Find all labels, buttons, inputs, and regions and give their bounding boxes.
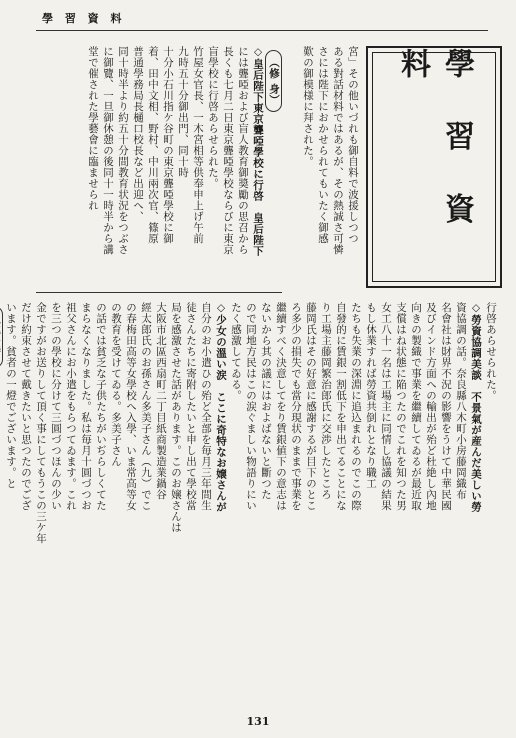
text-line: 竹屋女官長、一木宮相等供奉申上げ午前 <box>192 46 204 244</box>
upper-left-block <box>36 46 282 284</box>
text-line: 祖父さんにお小遣をもらつてゐます。これ <box>65 302 77 511</box>
text-line: 九時五十分御出門、同十時 <box>177 46 189 178</box>
lower-block <box>5 302 498 698</box>
text-line: ろ多少の損失でも當分現状のままで事業を <box>290 302 302 511</box>
page-number: 131 <box>246 715 270 728</box>
text-line: まらなくなりました。私は毎月十圓づつお <box>80 302 92 511</box>
text-line: さには陛下におかせられてもいたく御感 <box>317 46 329 244</box>
title-box <box>366 46 502 288</box>
text-line: もし休業すれば勞資共倒れとなり職工 <box>365 302 377 489</box>
text-line: 盲學校に行啓あらせられた。 <box>207 46 219 189</box>
text-line: 徒さんたちに寄附したいと申し出て學校當 <box>185 302 197 511</box>
text-line: 行啓あらせられた。 <box>485 302 497 401</box>
text-line: には聾啞および盲人教育御奬勵の思召から <box>237 46 249 255</box>
text-line: ので同地方民はこの涙ぐましい物語りにい <box>245 302 257 511</box>
upper-right-block <box>288 46 360 284</box>
section-divider <box>36 292 282 293</box>
text-line: 繼續すべく決意してをり賃銀値下の意志は <box>275 302 287 511</box>
text-line: ◇少女の溫い涙 ここに奇特なお嬢さんが <box>215 302 227 513</box>
header-rule <box>36 30 488 31</box>
text-line: 自發的に賃銀一割低下を申出てることにな <box>335 302 347 511</box>
text-line: 向きの製織で事業を繼續してゐるが最近取 <box>410 302 422 511</box>
text-line: 名會社は財界不況の影響をうけて中華民國 <box>440 302 452 511</box>
title-frame <box>372 52 496 282</box>
text-line: 普通學務局長樋口校長など出迎へ、 <box>132 46 144 222</box>
text-line: 金ですがお送りして頂く事にしてもうこの三ケ年 <box>35 302 47 544</box>
text-line: 女工八十一名は工場主に同情し協議の結果 <box>380 302 392 511</box>
text-line: 長くも七月二日東京聾啞學校ならびに東京 <box>222 46 234 255</box>
page-title: 學 習 資 料 <box>395 48 474 239</box>
text-line: 十分小石川指ケ谷町の東京聾啞學校に御 <box>162 46 174 244</box>
text-line: 大阪市北區西扇町二丁目紙商製造業鍋谷 <box>155 302 167 500</box>
text-line: の春梅田高等女學校へ入學、いま常高等女 <box>125 302 137 511</box>
text-line: 歎の御模様に拜された。 <box>302 46 314 167</box>
text-line: 經太郎氏のお孫さん多美子さん（九）でこ <box>140 302 152 511</box>
text-line: います。貧者の一燈でございます。と <box>5 302 17 489</box>
text-line: ある對話材料ではあるが、その熱誠さ可憐 <box>332 46 344 255</box>
text-line: 及びインド方面への輸出が殆ど杜絶し內地 <box>425 302 437 511</box>
text-line: り工場主藤岡繁治郎氏に交渉したところ <box>320 302 332 500</box>
text-line: ◇皇后陛下東京聾啞學校に行啓 皇后陛下 <box>252 46 264 257</box>
text-line: 同十時半より約五十分間教育状況をつぶさ <box>117 46 129 255</box>
text-line: 堂で催された學藝會に臨ませられ <box>87 46 99 211</box>
text-line: を三つの學校に分けて三圓づつほんの少い <box>50 302 62 511</box>
text-line: 自分のお小遣ひの殆ど全部を毎月三年間生 <box>200 302 212 511</box>
text-line: だけ約束させて戴きたいと思つたのでござ <box>20 302 32 511</box>
text-line: 宮」その他いづれも御自料で波援しつつ <box>347 46 359 244</box>
text-line: 着、田中文相、野村、中川兩次官、篠原 <box>147 46 159 244</box>
text-line: 支償はね状態に陥つたのでこれを知つた男 <box>395 302 407 511</box>
text-line: ないから其の議にはおよばないと斷つた <box>260 302 272 500</box>
section-heading-chiri <box>0 306 3 368</box>
text-line: に御覽、一旦御休憩の後同十一時半から講 <box>102 46 114 255</box>
text-line: 藤岡氏はその好意に感謝するが目下のとこ <box>305 302 317 511</box>
text-line: ◇勞資協調美談 不景氣が産んだ美しい勞 <box>470 302 482 513</box>
section-heading-shushin: （修 身） <box>265 50 282 112</box>
text-line: 資協調の話。奈良縣八木町小房藤岡織布 <box>455 302 467 500</box>
text-line: 局を感激させた話があります。このお嬢さんは <box>170 302 182 533</box>
text-line: たちも失業の深淵に追込まれるのでこの際 <box>350 302 362 511</box>
text-line: の教育を受けてゐる。多美子さん <box>110 302 122 467</box>
running-header: 學 習 資 料 <box>42 12 126 25</box>
text-line: の話では貧乏な子供たちがいぢらしくてた <box>95 302 107 511</box>
text-line: たく感激してゐる。 <box>230 302 242 401</box>
